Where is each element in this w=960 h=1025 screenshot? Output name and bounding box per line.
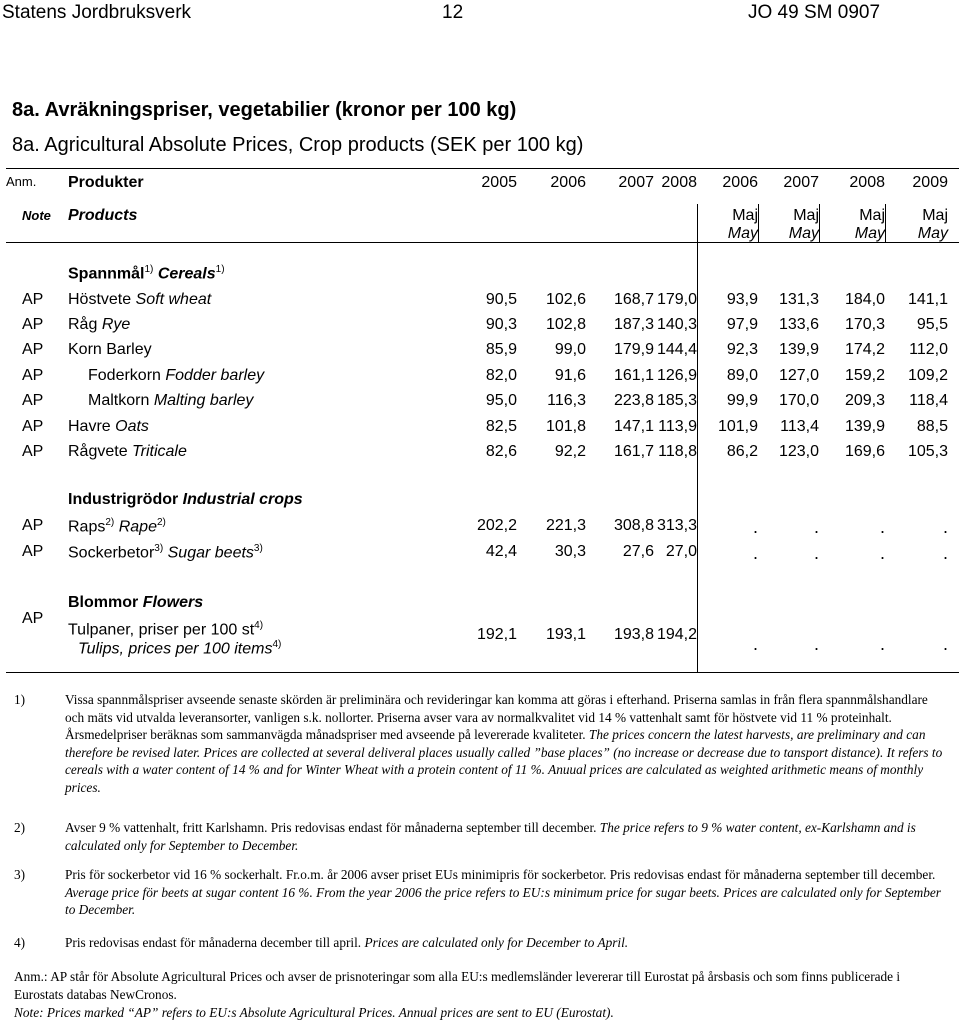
products-label-sv: Produkter [68,174,144,191]
table-cell: 116,3 [547,392,586,409]
product-label [68,291,211,309]
row-note: AP [22,543,44,560]
table-cell: 109,2 [907,367,948,384]
product-name-sv: Korn Barley [68,341,152,358]
table-cell: . [879,543,885,563]
row-note: AP [22,291,44,308]
footnote-ref: 1) [144,264,154,275]
footnote-ref: 3) [253,543,263,554]
table-cell: 30,3 [554,543,586,560]
table-cell: 169,6 [844,443,885,460]
table-cell: 147,1 [613,418,654,435]
product-label [68,418,149,436]
month-label-sv: Maj [793,207,819,224]
report-reference: JO 49 SM 0907 [748,2,881,23]
product-name-sv: Maltkorn [88,392,150,409]
footnote-1-number: 1) [14,692,26,707]
table-cell: 159,2 [844,367,885,384]
table-cell: . [752,543,758,563]
table-cell: . [813,634,819,654]
table-cell: 42,4 [485,543,517,560]
table-cell: 90,3 [485,316,517,333]
year-header: 2006 [550,174,586,191]
table-cell: 127,0 [778,367,819,384]
table-cell: 99,0 [554,341,586,358]
table-cell: 194,2 [656,626,697,643]
table-cell: 179,9 [613,341,654,358]
row-note: AP [22,316,44,333]
product-name-sv: Raps [68,518,106,536]
footnote-1-sv: Vissa spannmålspriser avseende senaste skörden är preliminära och revideringar kan komma att göras i efterhand. Priserna samlas in från flera spannmålshandlare och mäts vid utvalda leveransorter, vanligen s.k. nollorter. Priserna avser vara av normalkvalitet vid 14 % vattenhalt samt för höstvete vid 11 % proteinhalt. Årsmedelpriser beräknas som sammanvägda månadspriser med avseende på levererade kvaliteter. [65,692,928,742]
year-header: 2009 [912,174,948,191]
footnote-ref: 4) [254,620,264,631]
product-name-sv: Råg [68,316,98,333]
table-cell: 82,0 [485,367,517,384]
table-cell: 193,1 [545,626,586,643]
table-cell: 118,4 [909,392,948,409]
month-label-sv: Maj [859,207,885,224]
row-note: AP [22,610,44,627]
month-label-sv: Maj [732,207,758,224]
title-english: 8a. Agricultural Absolute Prices, Crop products (SEK per 100 kg) [12,134,584,156]
table-cell: 161,1 [613,367,654,384]
table-cell: 112,0 [909,341,948,358]
product-name-sv: Foderkorn [88,367,161,384]
table-cell: 139,9 [778,341,819,358]
table-cell: 85,9 [485,341,517,358]
product-label [68,316,130,334]
table-cell: 170,0 [778,392,819,409]
anm-label: Anm. [6,174,37,189]
table-cell: . [879,517,885,537]
table-cell: 209,3 [844,392,885,409]
section-heading-en: Cereals [157,265,216,283]
month-label-en: May [788,225,819,242]
year-header: 2005 [481,174,517,191]
table-cell: 91,6 [554,367,586,384]
product-label [88,367,264,385]
product-name-sv: Tulpaner, priser per 100 st [68,621,255,639]
table-cell: 27,6 [622,543,654,560]
product-label [68,620,263,639]
table-cell: 95,0 [485,392,517,409]
table-cell: 313,3 [656,517,697,534]
table-cell: . [879,634,885,654]
row-note: AP [22,443,44,460]
product-name-sv: Sockerbetor [68,544,155,562]
table-cell: . [813,543,819,563]
product-name-en: Malting barley [153,392,254,409]
table-cell: . [813,517,819,537]
table-cell: 105,3 [907,443,948,460]
product-name-en: Rape [118,518,157,536]
row-note: AP [22,367,44,384]
table-cell: . [752,517,758,537]
table-cell: 308,8 [613,517,654,534]
section-heading-sv: Industrigrödor [68,491,179,508]
table-cell: 93,9 [726,291,758,308]
table-cell: 88,5 [916,418,948,435]
title-swedish: 8a. Avräkningspriser, vegetabilier (kronor per 100 kg) [12,99,517,121]
table-cell: 179,0 [656,291,697,308]
table-cell: 92,3 [726,341,758,358]
footnote-ref: 2) [105,517,115,528]
table-cell: 102,8 [545,316,586,333]
footnote-2-number: 2) [14,820,26,835]
section-heading-sv: Blommor [68,594,139,611]
footnote-4 [14,934,949,952]
product-label-en-line [78,639,281,658]
product-label [68,341,152,359]
footnote-4-en: Prices are calculated only for December to April. [364,935,629,950]
month-label-en: May [727,225,758,242]
footnote-ref: 3) [154,543,164,554]
footnote-3-en: Average price för beets at sugar content 16 %. From the year 2006 the price refers to EU:s minimum price for sugar beets. Prices are calculated only for September to December. [65,884,941,917]
footnote-3-number: 3) [14,867,26,882]
product-name-sv: Rågvete [68,443,128,460]
product-name-en: Fodder barley [165,367,265,384]
table-cell: 133,6 [778,316,819,333]
year-header: 2007 [783,174,819,191]
table-cell: 90,5 [485,291,517,308]
table-cell: 126,9 [656,367,697,384]
table-cell: 97,9 [726,316,758,333]
agency-name: Statens Jordbruksverk [2,2,192,23]
section-heading-sv: Spannmål [68,265,145,283]
table-cell: 140,3 [656,316,697,333]
table-cell: 82,5 [485,418,517,435]
table-cell: . [942,543,948,563]
footnote-3 [14,866,949,919]
footnote-3-sv: Pris för sockerbetor vid 16 % sockerhalt. Fr.o.m. år 2006 avser priset EUs minimipris för sockerbetor. Pris redovisas endast för månaderna september till december. [65,867,936,882]
section-heading [68,491,303,509]
footnote-1 [14,691,949,796]
product-name-en: Rye [101,316,131,333]
product-name-sv: Höstvete [68,291,132,308]
table-cell: 139,9 [844,418,885,435]
product-label [68,443,187,461]
table-cell: 101,9 [717,418,758,435]
products-label-en: Products [68,207,138,224]
product-name-en: Oats [115,418,149,435]
footnote-2-en: The price refers to 9 % water content, ex-Karlshamn and is calculated only for September to December. [65,820,916,853]
table-cell: 192,1 [476,626,517,643]
year-header: 2007 [618,174,654,191]
year-header: 2008 [849,174,885,191]
table-cell: 113,9 [658,418,697,435]
row-note: AP [22,392,44,409]
product-label [68,543,263,562]
product-name-en: Soft wheat [135,291,212,308]
table-cell: 89,0 [726,367,758,384]
table-cell: 102,6 [545,291,586,308]
product-name-sv: Havre [68,418,111,435]
product-label [88,392,253,410]
table-cell: 170,3 [844,316,885,333]
table-cell: 193,8 [613,626,654,643]
table-cell: 101,8 [545,418,586,435]
note-en: Note: Prices marked “AP” refers to EU:s Absolute Agricultural Prices. Annual prices are sent to EU (Eurostat). [14,1005,614,1020]
product-name-en: Tulips, prices per 100 items [78,640,273,658]
anm-note-sv: Anm.: AP står för Absolute Agricultural Prices och avser de prisnoteringar som alla EU:s medlemsländer levererar till Eurostat på årsbasis och som finns publicerade i Eurostats databas NewCronos. [14,969,901,1002]
table-cell: 168,7 [613,291,654,308]
product-label [68,517,166,536]
month-label-en: May [854,225,885,242]
table-cell: . [752,634,758,654]
note-label: Note [22,208,51,223]
table-cell: 99,9 [726,392,758,409]
row-note: AP [22,418,44,435]
table-cell: 86,2 [726,443,758,460]
table-cell: 223,8 [613,392,654,409]
table-cell: 185,3 [656,392,697,409]
row-note: AP [22,517,44,534]
page-number: 12 [442,2,464,23]
table-cell: 144,4 [656,341,697,358]
month-label-en: May [917,225,948,242]
table-cell: 141,1 [907,291,948,308]
row-note: AP [22,341,44,358]
table-cell: 123,0 [778,443,819,460]
footnote-ref: 1) [215,264,225,275]
product-name-en: Triticale [132,443,187,460]
table-cell: 82,6 [485,443,517,460]
table-cell: 174,2 [844,341,885,358]
table-cell: . [942,517,948,537]
section-heading-en: Flowers [142,594,204,611]
table-cell: 187,3 [613,316,654,333]
footnote-4-number: 4) [14,935,26,950]
table-cell: 27,0 [665,543,697,560]
month-label-sv: Maj [922,207,948,224]
footnote-ref: 4) [272,639,282,650]
year-header: 2006 [722,174,758,191]
table-cell: 161,7 [613,443,654,460]
section-heading [68,264,225,283]
product-name-en: Sugar beets [167,544,254,562]
section-heading [68,594,203,612]
section-heading-en: Industrial crops [182,491,303,508]
table-cell: 184,0 [844,291,885,308]
table-cell: 221,3 [545,517,586,534]
footnote-ref: 2) [156,517,166,528]
table-cell: 202,2 [476,517,517,534]
table-cell: 131,3 [778,291,819,308]
table-cell: 92,2 [554,443,586,460]
footnote-2 [14,819,949,854]
table-cell: 118,8 [658,443,697,460]
year-header: 2008 [661,174,697,191]
table-cell: 113,4 [780,418,819,435]
footnote-4-sv: Pris redovisas endast för månaderna december till april. [65,935,362,950]
table-cell: . [942,634,948,654]
footnote-1-en: The prices concern the latest harvests, are preliminary and can therefore be revised later. Prices are collected at several deliveral places usually called ”base places” (no increase or decrease due to tansport distance). It refers to cereals with a water content of 14 % and for Winter Wheat with a protein content of 11 %. Anuual prices are calculated as weighted arithmetic means of monthly prices. [65,727,943,795]
table-cell: 95,5 [916,316,948,333]
footnote-2-sv: Avser 9 % vattenhalt, fritt Karlshamn. Pris redovisas endast för månaderna september till december. [65,820,597,835]
